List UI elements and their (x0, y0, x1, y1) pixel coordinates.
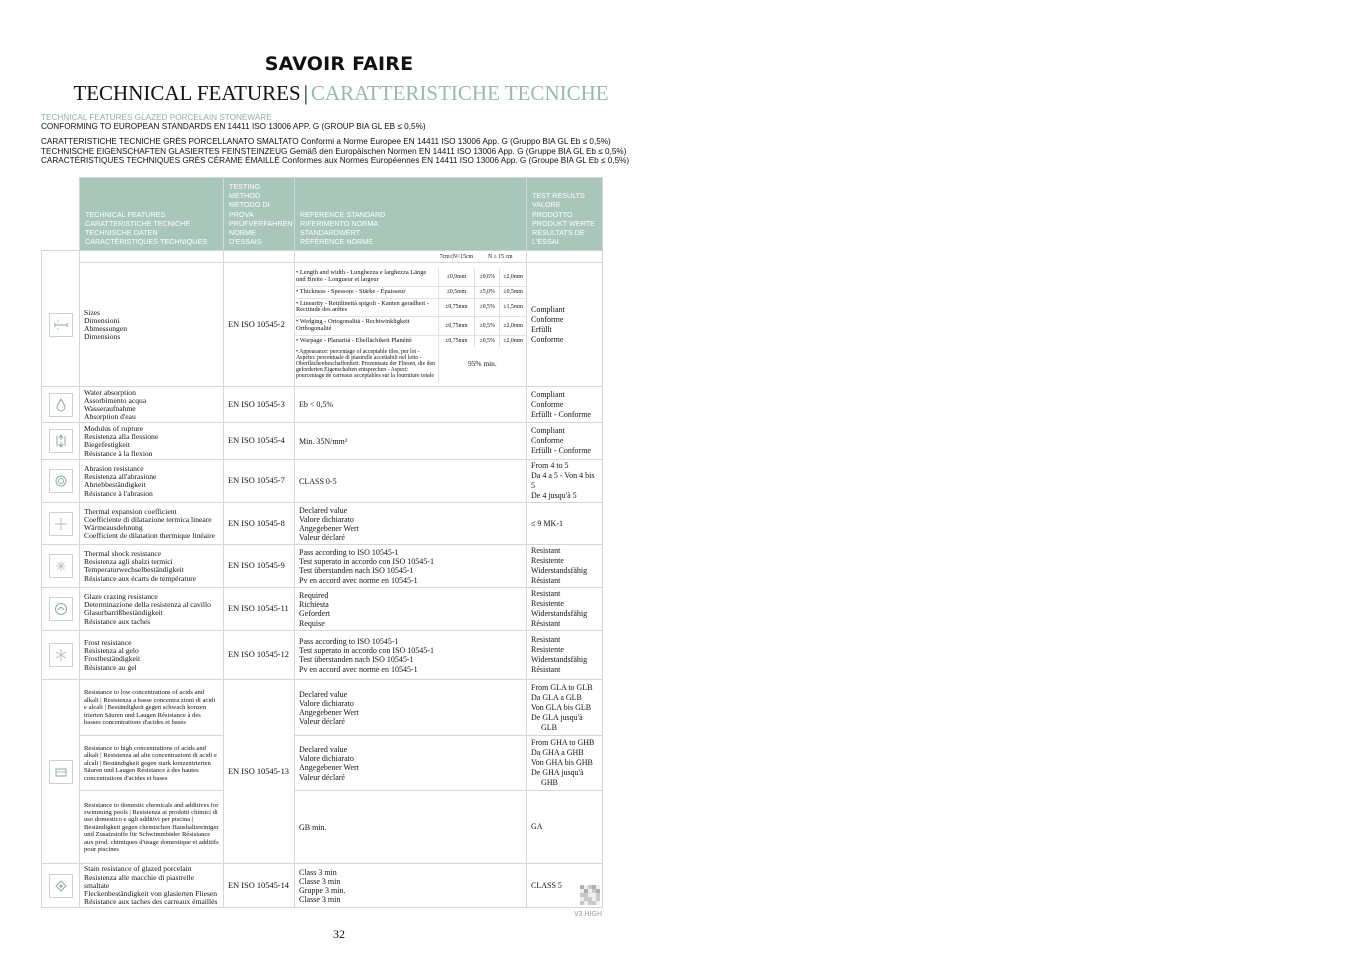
ml: Compliant Conforme Erfüllt - Conforme (531, 426, 591, 456)
ml: Compliant Conforme Erfüllt - Conforme (531, 389, 591, 419)
method-cell: EN ISO 10545-9 (224, 545, 295, 588)
stain-icon (49, 874, 73, 898)
table-row (42, 460, 603, 503)
size-col-a: 7cm≤N<15cm (439, 253, 474, 260)
appearance-label: • Appearance: percentage of acceptable tiles, per lot - Aspetto: percentuale di piastrelle accettabili nel lotto - Oberflächenbeschaffenheit: Prozentsatz der Fliesen, die den geforderten Eigenschaften entsprechen - Aspect: pourcentage de carreaux acceptables sur la fourniture totale (296, 348, 435, 380)
heading-main: TECHNICAL FEATURES (73, 81, 301, 105)
header-standard (295, 178, 527, 251)
size-value-b1: ±0,5% (475, 298, 500, 317)
rupture-arrows-icon (49, 429, 73, 453)
ml: Pass according to ISO 10545-1 Test superato in accordo con ISO 10545-1 Test überstanden nach ISO 10545-1 Pv en accord avec norme en 10545-1 (299, 548, 434, 585)
ml: CLASS 0-5 (299, 476, 337, 486)
table-row (42, 423, 603, 460)
table-header-row (42, 178, 603, 251)
standard-cell (295, 387, 527, 423)
ml: Resistant Resistente Widerstandsfähig Résistant (531, 546, 588, 586)
ml: Water absorption Assorbimento acqua Wasseraufnahme Absorption d'eau (84, 387, 147, 422)
table-row (42, 503, 603, 545)
standard-cell (295, 460, 527, 503)
chemical-tray-icon (49, 760, 73, 784)
ml: TESTING METHOD METODO DI PROVA PRÜFVERFAHREN NORME D'ESSAIS (229, 182, 293, 247)
ml: From 4 to 5 Da 4 a 5 - Von 4 bis 5 De 4 jusqu'à 5 (531, 461, 595, 501)
thermal-shock-icon (49, 554, 73, 578)
appearance-value: 95% min. (438, 347, 526, 382)
feature-cell (80, 631, 224, 680)
standard-cell (295, 588, 527, 631)
size-value-b2: ±0,5mm (500, 286, 526, 298)
method-cell: EN ISO 10545-14 (224, 864, 295, 908)
ml: From GLA to GLB Da GLA a GLB Von GLA bis GLB De GLA jusqu'à GLB (531, 682, 593, 732)
intro-line-2: CONFORMING TO EUROPEAN STANDARDS EN 14411 ISO 13006 APP. G (GROUP BIA GL EB ≤ 0,5%) (41, 122, 426, 132)
method-cell: EN ISO 10545-7 (224, 460, 295, 503)
standard-cell (295, 503, 527, 545)
brand-title: SAVOIR FAIRE (264, 53, 414, 75)
method-cell: EN ISO 10545-12 (224, 631, 295, 680)
table-row (42, 588, 603, 631)
ml: Resistant Resistente Widerstandsfähig Résistant (531, 635, 588, 675)
intro-line-1: TECHNICAL FEATURES GLAZED PORCELAIN STONEWARE (41, 113, 272, 122)
standard-cell (295, 631, 527, 680)
size-value-b1: ±0,5% (475, 317, 500, 336)
feature-cell (80, 387, 224, 423)
feature-cell (80, 423, 224, 460)
table-row (42, 631, 603, 680)
ml: TECHNICAL FEATURES CARATTERISTICHE TECNICHE TECHNISCHE DATEN CARACTÉRISTIQUES TECHNIQUES (85, 209, 208, 247)
method-cell: EN ISO 10545-4 (224, 423, 295, 460)
qr-code-icon (580, 885, 600, 905)
qr-label: V3 HIGH (574, 911, 603, 918)
page-number: 32 (333, 927, 345, 941)
header-results (527, 178, 603, 251)
feature-cell: Resistance to low concentrations of acids and alkali | Resistenza a basse concentra zioni di acidi e alcali | Beständigkeit gegen schwach konzen trierten Säuren und Laugen Résistance à des basses concentrations d'acides et bases (80, 680, 224, 736)
water-drop-icon (49, 393, 73, 417)
ml: Pass according to ISO 10545-1 Test superato in accordo con ISO 10545-1 Test überstanden nach ISO 10545-1 Pv en accord avec norme en 10545-1 (299, 637, 434, 674)
ml: Declared value Valore dichiarato Angegebener Wert Valeur déclaré (299, 745, 359, 782)
method-cell: EN ISO 10545-3 (224, 387, 295, 423)
heading-separator: | (303, 81, 308, 105)
ml: GA (531, 822, 543, 832)
result-cell (527, 387, 603, 423)
method-cell: EN ISO 10545-11 (224, 588, 295, 631)
method-cell: EN ISO 10545-8 (224, 503, 295, 545)
thermal-expansion-icon (49, 512, 73, 536)
result-cell (527, 791, 603, 864)
ml: From GHA to GHB Da GHA a GHB Von GHA bis GHB De GHA jusqu'à GHB (531, 738, 595, 788)
result-cell (527, 736, 603, 791)
feature-cell (80, 460, 224, 503)
size-value-a: ±0,5mm (438, 286, 474, 298)
ml: Thermal shock resistance Resistenza agli sbalzi termici Temperaturwechselbeständigkeit Résistance aux écarts de température (84, 549, 197, 583)
size-subrow (295, 317, 526, 336)
ml: Sizes Dimensioni Abmessungen Dimensions (84, 307, 128, 342)
standard-cell (295, 423, 527, 460)
ml: Eb < 0,5% (299, 400, 334, 410)
ruler-icon (49, 313, 73, 337)
table-row-chemical (42, 680, 603, 736)
result-cell (527, 631, 603, 680)
feature-cell: Resistance to high concentrations of acids and alkali | Resistenza ad alte concentrazioni di acidi e alcali | Beständigkeit gegen stark konzentrierten Säuren und Laugen Résistance à des hautes concentrations d'acides et bases (80, 736, 224, 791)
ml: Frost resistance Resistenza al gelo Frostbeständigkeit Résistance au gel (84, 638, 141, 672)
size-value-a: ±0,75mm (438, 298, 474, 317)
ml: REFERENCE STANDARD RIFERIMENTO NORMA STANDARDWERT RÉFÉRENCE NORME (300, 209, 386, 247)
standard-cell (295, 864, 527, 908)
feature-cell (80, 503, 224, 545)
table-row-chemical (42, 736, 603, 791)
size-value-b2: ±2,0mm (500, 317, 526, 336)
size-value-a: ±0,75mm (438, 317, 474, 336)
standard-cell (295, 791, 527, 864)
table-row (42, 387, 603, 423)
abrasion-icon (49, 469, 73, 493)
standard-cell (295, 545, 527, 588)
result-cell (527, 460, 603, 503)
ml: ≤ 9 MK-1 (531, 518, 563, 528)
result-cell (527, 545, 603, 588)
technical-features-table (41, 177, 603, 908)
size-label: • Warpage - Planarità - Ebeflächikeit Planéité (296, 336, 412, 344)
ml: Glaze crazing resistance Determinazione della resistenza al cavillo Glasurbarrißbeständigkeit Résistance aux taches (84, 592, 211, 626)
size-value-b2: ±2,0mm (500, 335, 526, 346)
sizes-feature (80, 263, 224, 387)
ml: Thermal expansion coefficient Coefficiente di dilatazione termica lineare Wärmeausdehnung Coefficient de dilatation thermique linéaire (84, 506, 216, 541)
heading-accent: CARATTERISTICHE TECNICHE (310, 81, 609, 105)
method-cell: EN ISO 10545-13 (224, 680, 295, 864)
size-label: • Thickness - Spessore - Stärke - Épaisseur (295, 286, 438, 298)
intro-line-4: TECHNISCHE EIGENSCHAFTEN GLASIERTES FEINSTEINZEUG Gemäß den Europäischen Normen EN 14411 ISO 13006 App. G (Gruppe BIA GL Eb ≤ 0,5%) (41, 146, 627, 156)
ml: TEST RESULTS VALORE PRODOTTO PRODUKT WERTE RÉSULTATS DE L'ESSAI (532, 191, 595, 247)
ml: Declared value Valore dichiarato Angegebener Wert Valeur déclaré (299, 689, 359, 727)
ml: GB min. (299, 822, 327, 832)
size-value-b1: ±0,6% (475, 268, 500, 286)
ml: Declared value Valore dichiarato Angegebener Wert Valeur déclaré (299, 505, 359, 543)
size-col-b: N ≥ 15 cm (487, 253, 513, 260)
standard-cell (295, 736, 527, 791)
sizes-subtable (295, 268, 526, 381)
size-value-b1: ±0,5% (475, 335, 500, 346)
standard-cell (295, 680, 527, 736)
size-value-a: ±0,9mm (438, 268, 474, 286)
table-row-stain (42, 864, 603, 908)
sizes-result (527, 263, 603, 387)
size-value-b2: ±1,5mm (500, 298, 526, 317)
table-row-sizes (42, 263, 603, 387)
feature-cell (80, 588, 224, 631)
ml: Abrasion resistance Resistenza all'abrasione Abriebbeständigkeit Résistance à l'abrasion (84, 464, 157, 498)
result-cell (527, 588, 603, 631)
size-label: • Linearity - Rettilineità spigoli - Kanten geradheit - Rectitude des arêtes (295, 298, 438, 317)
size-subrow (295, 335, 526, 346)
size-label: • Wedging - Ortogonalità - Rechtwinkligkeit Orthogonalité (295, 317, 438, 336)
size-label: • Length and width - Lunghezza e larghezza Länge und Breite - Longueur et largeur (295, 268, 438, 286)
sizes-method: EN ISO 10545-2 (224, 263, 295, 387)
header-method (224, 178, 295, 251)
size-subrow (295, 298, 526, 317)
size-value-b2: ±2,0mm (500, 268, 526, 286)
ml: Compliant Conforme Erfüllt Conforme (531, 304, 565, 344)
intro-block (41, 113, 629, 165)
feature-cell: Resistance to domestic chemicals and additives for swimming pools | Resistenza ai prodotti chimici di uso domestico e agli additivi per piscina | Beständigkeit gegen chemischen Haushaltsreiniger und Zusatzstoffe für Schwimmbäder Résistance aux prod. chimiques d'usage domestique et additifs pour piscines (80, 791, 224, 864)
result-cell (527, 503, 603, 545)
intro-line-5: CARACTÉRISTIQUES TECHNIQUES GRÈS CÉRAME ÉMAILLÉ Conformes aux Normes Européennes EN 14411 ISO 13006 App. G (Groupe BIA GL Eb ≤ 0,5%) (41, 155, 630, 165)
table-row (42, 545, 603, 588)
ml: Class 3 min Classe 3 min Gruppe 3 min. Classe 3 min (299, 867, 346, 905)
ml: Min. 35N/mm² (299, 436, 348, 446)
ml: Resistant Resistente Widerstandsfähig Résistant (531, 589, 588, 629)
page-heading (0, 81, 682, 106)
feature-cell (80, 545, 224, 588)
frost-icon (49, 643, 73, 667)
sizes-subheader-row (42, 251, 603, 263)
table-row-chemical (42, 791, 603, 864)
ml: CLASS 5 (531, 880, 562, 890)
size-value-b1: ±5,0% (475, 286, 500, 298)
ml: Required Richiesta Gefordert Requise (299, 591, 331, 628)
ml: Stain resistance of glazed porcelain Resistenza alle macchie di piastrelle smaltate Fleckenbeständigkeit von glasierten Fliesen Résistance aux taches des carreaux émaillés (84, 864, 218, 907)
result-cell (527, 423, 603, 460)
feature-cell (80, 864, 224, 908)
size-value-a: ±0,75mm (438, 335, 474, 346)
ml: Modulus of rupture Resistenza alla flessione Biegefestigkeit Résistance à la flexion (84, 424, 159, 458)
size-subrow (295, 286, 526, 298)
size-subrow (295, 268, 526, 286)
result-cell (527, 680, 603, 736)
crazing-icon (49, 597, 73, 621)
intro-line-3: CARATTERISTICHE TECNICHE GRÈS PORCELLANATO SMALTATO Conformi a Norme Europee EN 14411 ISO 13006 App. G (Gruppo BIA GL Eb ≤ 0,5%) (41, 137, 611, 147)
header-features (80, 178, 224, 251)
